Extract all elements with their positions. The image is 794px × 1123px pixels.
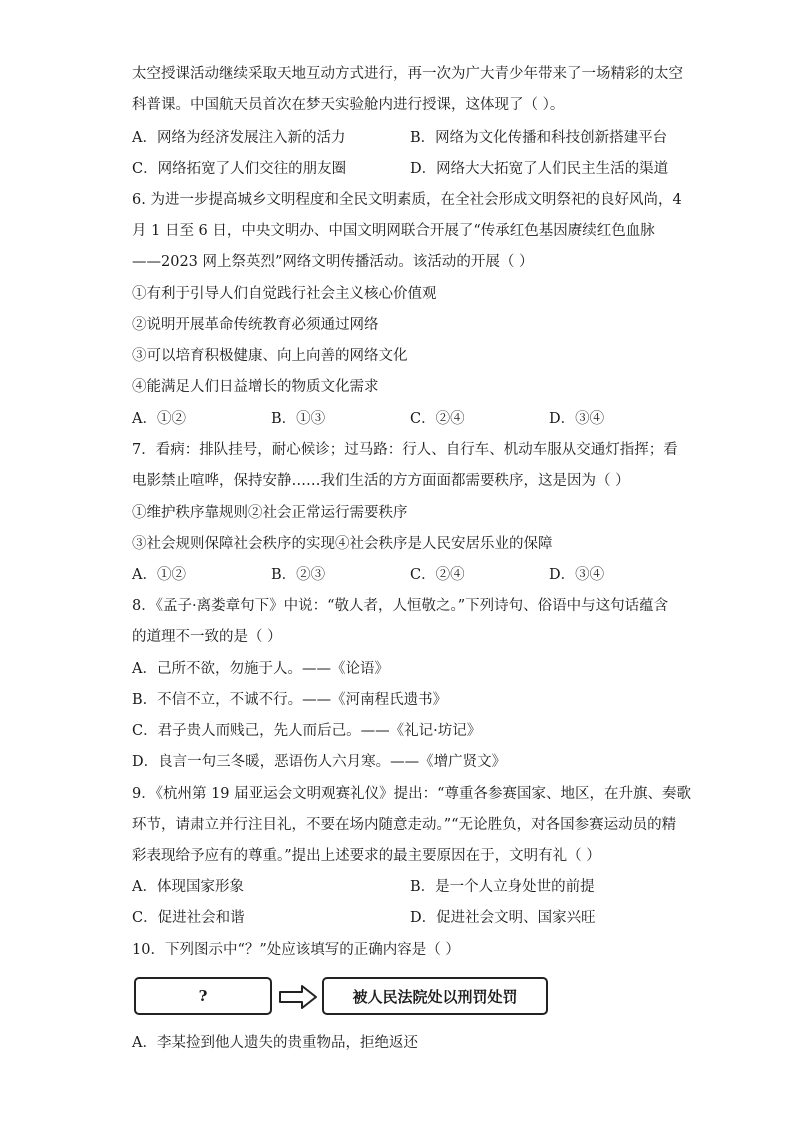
- question-8-text: 8．《孟子·离娄章句下》中说：“敬人者，人恒敬之。”下列诗句、俗语中与这句话蕴含: [132, 598, 669, 614]
- question-10-text: 10．下列图示中“？”处应该填写的正确内容是（ ）: [132, 942, 460, 958]
- option-c: C．促进社会和谐: [132, 910, 245, 926]
- option-b: B．网络为文化传播和科技创新搭建平台: [410, 130, 668, 146]
- option-b: B．不信不立，不诚不行。——《河南程氏遗书》: [132, 692, 448, 708]
- option-b: B．②③: [271, 567, 326, 583]
- option-c: C．②④: [410, 567, 465, 583]
- option-b: B．①③: [271, 411, 326, 427]
- statement-3-4: ③社会规则保障社会秩序的实现④社会秩序是人民安居乐业的保障: [132, 536, 553, 552]
- statement-1-2: ①维护秩序靠规则②社会正常运行需要秩序: [132, 505, 408, 521]
- option-b: B．是一个人立身处世的前提: [410, 879, 595, 895]
- option-a: A．李某捡到他人遗失的贵重物品，拒绝返还: [132, 1035, 418, 1051]
- question-6-text: ——2023 网上祭英烈”网络文明传播活动。该活动的开展（ ）: [132, 254, 534, 270]
- question-7-text: 7．看病：排队挂号，耐心候诊；过马路：行人、自行车、机动车服从交通灯指挥；看: [132, 442, 678, 458]
- option-c: C．②④: [410, 411, 465, 427]
- question-text: 太空授课活动继续采取天地互动方式进行，再一次为广大青少年带来了一场精彩的太空: [132, 66, 683, 82]
- statement-2: ②说明开展革命传统教育必须通过网络: [132, 317, 379, 333]
- diagram-question-box: ?: [134, 977, 272, 1015]
- option-d: D．促进社会文明、国家兴旺: [410, 910, 596, 926]
- option-d: D．③④: [549, 567, 605, 583]
- question-6-text: 6. 为进一步提高城乡文明程度和全民文明素质，在全社会形成文明祭祀的良好风尚，4: [132, 192, 682, 208]
- option-d: D．良言一句三冬暖，恶语伤人六月寒。——《增广贤文》: [132, 754, 507, 770]
- question-9-text: 环节，请肃立并行注目礼，不要在场内随意走动。”“无论胜负，对各国参赛运动员的精: [132, 817, 677, 833]
- option-a: A．①②: [132, 411, 186, 427]
- question-7-text: 电影禁止喧哗，保持安静……我们生活的方方面面都需要秩序，这是因为（ ）: [132, 473, 630, 489]
- question-9-text: 9．《杭州第 19 届亚运会文明观赛礼仪》提出：“尊重各参赛国家、地区，在升旗、奏歌: [132, 786, 692, 802]
- option-c: C．网络拓宽了人们交往的朋友圈: [132, 161, 347, 177]
- diagram-result-box: 被人民法院处以刑罚处罚: [322, 977, 548, 1015]
- option-a: A．网络为经济发展注入新的活力: [132, 130, 346, 146]
- statement-1: ①有利于引导人们自觉践行社会主义核心价值观: [132, 286, 437, 302]
- option-d: D．③④: [549, 411, 605, 427]
- question-9-text: 彩表现给予应有的尊重。”提出上述要求的最主要原因在于，文明有礼（ ）: [132, 848, 601, 864]
- statement-3: ③可以培育积极健康、向上向善的网络文化: [132, 348, 408, 364]
- question-8-text: 的道理不一致的是（ ）: [132, 629, 282, 645]
- option-a: A．体现国家形象: [132, 879, 244, 895]
- option-a: A．①②: [132, 567, 186, 583]
- question-text: 科普课。中国航天员首次在梦天实验舱内进行授课，这体现了（ ）。: [132, 97, 565, 113]
- statement-4: ④能满足人们日益增长的物质文化需求: [132, 379, 379, 395]
- flow-diagram: [132, 975, 552, 1021]
- option-a: A．己所不欲，勿施于人。——《论语》: [132, 661, 389, 677]
- right-arrow-icon: [278, 983, 318, 1011]
- option-d: D．网络大大拓宽了人们民主生活的渠道: [410, 161, 669, 177]
- question-6-text: 月 1 日至 6 日，中央文明办、中国文明网联合开展了“传承红色基因赓续红色血脉: [132, 223, 655, 239]
- option-c: C．君子贵人而贱己，先人而后己。——《礼记·坊记》: [132, 723, 482, 739]
